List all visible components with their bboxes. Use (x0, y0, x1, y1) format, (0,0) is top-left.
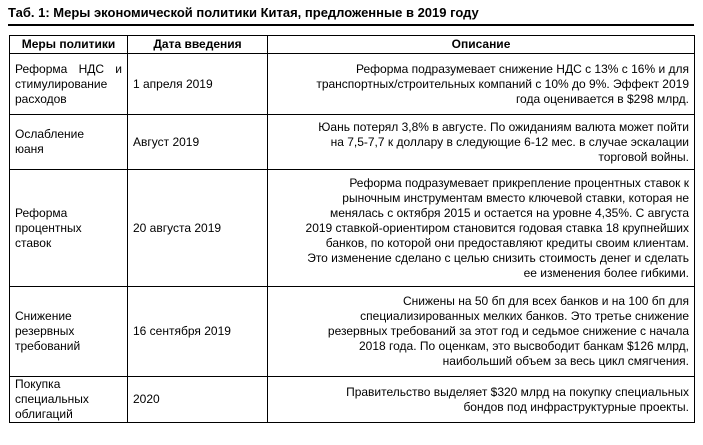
measure-line: Покупка (15, 377, 61, 391)
description-cell (268, 54, 695, 115)
caption-rule (8, 24, 694, 26)
measure-line: Реформа (15, 205, 68, 220)
measure-cell (10, 287, 128, 377)
description-line: Юань потерял 3,8% в августе. По ожиданиям валюта может пойти (318, 119, 689, 134)
description-line: 2019 ставкой-ориентиром становится годовая ставка 18 крупнейших (305, 220, 689, 235)
table-caption: Таб. 1: Меры экономической политики Китая, предложенные в 2019 году (8, 5, 479, 20)
measure-line: процентных (15, 220, 82, 235)
measure-line: ставок (15, 235, 52, 250)
description-line: торговой войны. (598, 149, 689, 164)
table-header-row (10, 36, 695, 54)
measure-line: расходов (15, 91, 67, 106)
description-cell (268, 170, 695, 287)
description-line: транспортных/строительных компаний с 10% до 9%. Эффект 2019 (316, 76, 689, 91)
table-row (10, 115, 695, 170)
table-row (10, 287, 695, 377)
date-cell: 16 сентября 2019 (128, 287, 268, 377)
date-cell: 1 апреля 2019 (128, 54, 268, 115)
description-line: Реформа подразумевает снижение НДС с 13% с 16% и для (356, 61, 689, 76)
description-line: Реформа подразумевает прикрепление процентных ставок к (349, 175, 689, 190)
header-measure: Меры политики (10, 36, 128, 54)
measure-line: Снижение (15, 309, 72, 323)
measure-cell (10, 170, 128, 287)
header-description: Описание (268, 36, 695, 54)
description-line: Правительство выделяет $320 млрд на покупку специальных (346, 384, 689, 399)
description-line: года оценивается в $298 млрд. (515, 91, 689, 106)
description-line: бондов под инфраструктурные проекты. (463, 399, 689, 414)
measure-cell (10, 115, 128, 170)
header-date: Дата введения (128, 36, 268, 54)
date-cell: Август 2019 (128, 115, 268, 170)
description-line: наибольший объем за весь цикл смягчения. (442, 354, 689, 368)
measure-line: Реформа НДС и (15, 61, 122, 76)
description-cell (268, 377, 695, 423)
table-row (10, 377, 695, 423)
description-cell (268, 115, 695, 170)
date-cell: 20 августа 2019 (128, 170, 268, 287)
description-line: банков, по которой они предоставляют кредиты своим клиентам. (325, 235, 689, 250)
description-line: Это изменение сделано с целью снизить стоимость денег и сделать (307, 250, 689, 265)
measure-cell (10, 54, 128, 115)
description-cell (268, 287, 695, 377)
measure-line: облигаций (15, 407, 73, 421)
description-line: специализированных мелких банков. Это третье снижение (360, 309, 689, 323)
description-line: ее изменения более гибкими. (523, 265, 689, 280)
measure-line: резервных (15, 324, 75, 338)
description-line: менялась с октября 2015 и остается на уровне 4,35%. С августа (329, 205, 689, 220)
measure-cell (10, 377, 128, 423)
description-line: 2018 года. По оценкам, это высвободит банкам $126 млрд, (359, 339, 689, 353)
measure-line: специальных (15, 392, 89, 406)
policy-table (9, 35, 695, 423)
table-row (10, 170, 695, 287)
date-cell: 2020 (128, 377, 268, 423)
table-row (10, 54, 695, 115)
measure-line: требований (15, 339, 81, 353)
measure-line: стимулирование (15, 76, 108, 91)
measure-line: Ослабление (15, 127, 85, 141)
description-line: Снижены на 50 бп для всех банков и на 100 бп для (402, 294, 689, 308)
description-line: на 7,5-7,7 к доллару в следующие 6-12 мес. в случае эскалации (330, 134, 689, 149)
measure-line: юаня (15, 142, 44, 156)
description-line: рыночным инструментам вместо ключевой ставки, которая не (342, 190, 689, 205)
description-line: резервных требований за этот год и седьмое снижение с начала (327, 324, 689, 338)
